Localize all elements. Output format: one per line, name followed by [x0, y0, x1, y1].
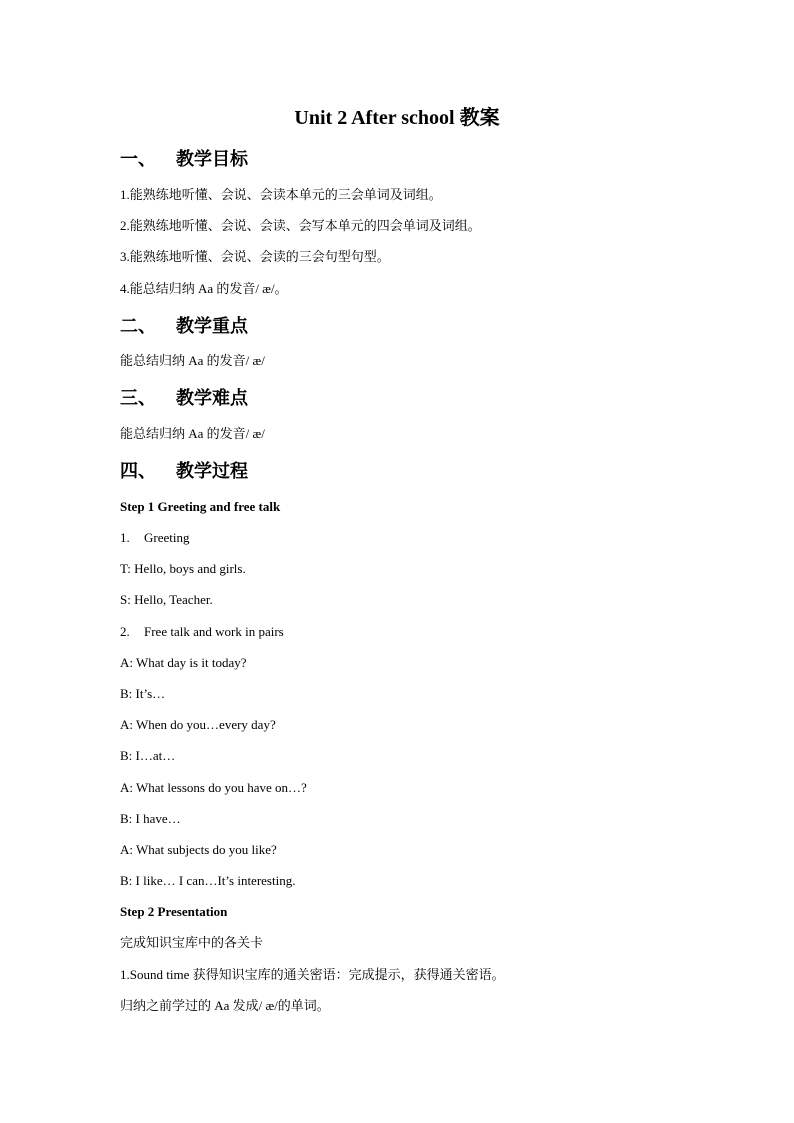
- section-heading-process: [120, 459, 248, 483]
- section-title: 教学过程: [176, 461, 248, 481]
- dialogue-line: S: Hello, Teacher.: [120, 592, 213, 607]
- section-heading-objectives: [120, 147, 248, 171]
- process-list-item: [120, 529, 189, 547]
- section-number: 二、: [120, 316, 156, 336]
- dialogue-line: A: When do you…every day?: [120, 717, 276, 732]
- dialogue-line: B: I have…: [120, 811, 181, 826]
- section-title: 教学重点: [176, 316, 248, 336]
- step-1-title: Step 1 Greeting and free talk: [120, 499, 281, 514]
- list-label: Free talk and work in pairs: [144, 624, 284, 639]
- section-number: 三、: [120, 388, 156, 408]
- presentation-line: 1.Sound time 获得知识宝库的通关密语：完成提示，获得通关密语。: [120, 967, 505, 982]
- section-title: 教学难点: [176, 388, 248, 408]
- document-title: Unit 2 After school 教案: [294, 107, 500, 129]
- key-point-text: 能总结归纳 Aa 的发音/ æ/: [120, 353, 265, 368]
- list-number: 2.: [120, 624, 130, 639]
- presentation-line: 归纳之前学过的 Aa 发成/ æ/的单词。: [120, 998, 330, 1013]
- dialogue-line: B: I…at…: [120, 748, 176, 763]
- section-heading-key-point: [120, 314, 248, 338]
- dialogue-line: B: I like… I can…It’s interesting.: [120, 873, 296, 888]
- list-label: Greeting: [144, 530, 190, 545]
- presentation-line: 完成知识宝库中的各关卡: [120, 935, 264, 950]
- section-number: 四、: [120, 461, 156, 481]
- list-number: 1.: [120, 530, 130, 545]
- section-heading-difficulty: [120, 386, 248, 410]
- objective-item: 2.能熟练地听懂、会说、会读、会写本单元的四会单词及词组。: [120, 218, 481, 233]
- dialogue-line: T: Hello, boys and girls.: [120, 561, 246, 576]
- dialogue-line: A: What day is it today?: [120, 655, 247, 670]
- objective-item: 4.能总结归纳 Aa 的发音/ æ/。: [120, 281, 288, 296]
- objective-item: 3.能熟练地听懂、会说、会读的三会句型句型。: [120, 249, 390, 264]
- dialogue-line: A: What subjects do you like?: [120, 842, 277, 857]
- dialogue-line: A: What lessons do you have on…?: [120, 780, 307, 795]
- dialogue-line: B: It’s…: [120, 686, 166, 701]
- difficulty-text: 能总结归纳 Aa 的发音/ æ/: [120, 426, 265, 441]
- objective-item: 1.能熟练地听懂、会说、会读本单元的三会单词及词组。: [120, 187, 442, 202]
- process-list-item: [120, 623, 284, 641]
- section-title: 教学目标: [176, 149, 248, 169]
- section-number: 一、: [120, 149, 156, 169]
- step-2-title: Step 2 Presentation: [120, 904, 228, 919]
